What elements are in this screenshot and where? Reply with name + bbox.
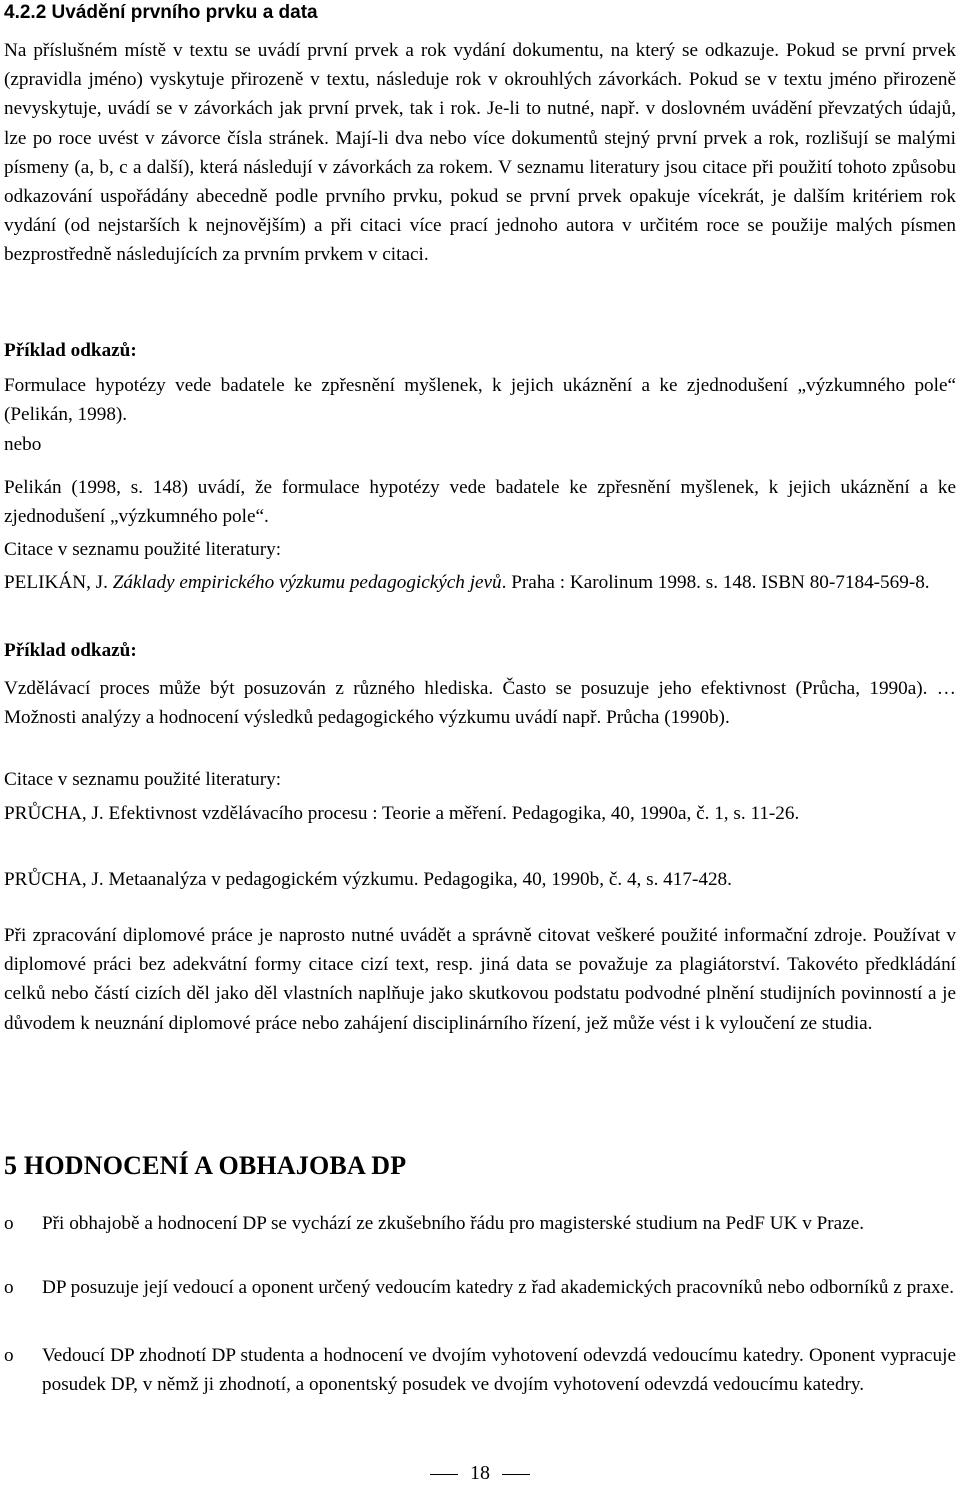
footer-dash-right [502,1474,530,1475]
reference-prucha-a: PRŮCHA, J. Efektivnost vzdělávacího procesu : Teorie a měření. Pedagogika, 40, 1990a, č. 1, s. 11-26. [4,803,800,824]
list-item-text: Vedoucí DP zhodnotí DP studenta a hodnocení ve dvojím vyhotovení odevzdá vedoucímu katedry. Oponent vypracuje posudek DP, v němž ji zhodnotí, a oponentský posudek ve dvojím vyhotovení odevzdá vedoucímu katedry. [42,1345,956,1395]
list-item-text: Při obhajobě a hodnocení DP se vychází ze zkušebního řádu pro magisterské studium na PedF UK v Praze. [42,1213,865,1234]
ref-title: Základy empirického výzkumu pedagogických jevů [112,572,502,593]
chapter-heading: 5 HODNOCENÍ A OBHAJOBA DP [4,1151,407,1180]
or-label: nebo [4,434,42,455]
reference-pelikan [4,568,956,597]
citation-label-2: Citace v seznamu použité literatury: [4,769,282,790]
citation-label-1: Citace v seznamu použité literatury: [4,539,282,560]
example-label-1: Příklad odkazů: [4,340,137,361]
example-label-2: Příklad odkazů: [4,640,137,661]
bullet-marker: o [4,1213,14,1234]
example2-text: Vzdělávací proces může být posuzován z různého hlediska. Často se posuzuje jeho efektivnost (Průcha, 1990a). … Možnosti analýzy a hodnocení výsledků pedagogického výzkumu uvádí např. Průcha (1990b). [4,678,956,729]
bullet-marker: o [4,1345,14,1366]
ref-rest: . Praha : Karolinum 1998. s. 148. ISBN 80-7184-569-8. [501,572,930,593]
ref-author: PELIKÁN, J. [4,572,108,593]
page-number: 18 [470,1462,490,1484]
bullet-marker: o [4,1277,14,1298]
plagiarism-paragraph: Při zpracování diplomové práce je naprosto nutné uvádět a správně citovat veškeré použité informační zdroje. Používat v diplomové práci bez adekvátní formy citace cizí text, resp. jiná data se považuje za plagiátorství. Takovéto předkládání celků nebo částí cizích děl jako děl vlastních naplňuje jako skutkovou podstatu podvodné plnění studijních povinností a je důvodem k neuznání diplomové práce nebo zahájení disciplinárního řízení, jež může vést i k vyloučení ze studia. [4,925,956,1034]
list-item-text: DP posuzuje její vedoucí a oponent určený vedoucím katedry z řad akademických pracovníků nebo odborníků z praxe. [42,1277,954,1298]
section-heading: 4.2.2 Uvádění prvního prvku a data [4,2,318,23]
intro-paragraph: Na příslušném místě v textu se uvádí první prvek a rok vydání dokumentu, na který se odkazuje. Pokud se první prvek (zpravidla jméno) vyskytuje přirozeně v textu, následuje rok v okrouhlých závorkách. Pokud se v textu jméno přirozeně nevyskytuje, uvádí se v závorkách jak první prvek, tak i rok. Je-li to nutné, např. v doslovném uvádění převzatých údajů, lze po roce uvést v závorce čísla stránek. Mají-li dva nebo více dokumentů stejný první prvek a rok, rozlišují se malými písmeny (a, b, c a další), která následují v závorkách za rokem. V seznamu literatury jsou citace při použití tohoto způsobu odkazování uspořádány abecedně podle prvního prvku, pokud se první prvek opakuje vícekrát, je dalším kritériem rok vydání (od nejstarších k nejnovějším) a při citaci více prací jednoho autora v určitém roce se použije malých písmen bezprostředně následujících za prvním prvkem v citaci. [4,40,956,266]
page-footer [4,1462,956,1485]
reference-prucha-b: PRŮCHA, J. Metaanalýza v pedagogickém výzkumu. Pedagogika, 40, 1990b, č. 4, s. 417-428. [4,869,732,890]
footer-dash-left [430,1474,458,1475]
example1-text2: Pelikán (1998, s. 148) uvádí, že formulace hypotézy vede badatele ke zpřesnění myšlenek, k jejich ukáznění a ke zjednodušení „výzkumného pole“. [4,477,956,528]
example1-text: Formulace hypotézy vede badatele ke zpřesnění myšlenek, k jejich ukáznění a ke zjednodušení „výzkumného pole“ (Pelikán, 1998). [4,375,956,426]
